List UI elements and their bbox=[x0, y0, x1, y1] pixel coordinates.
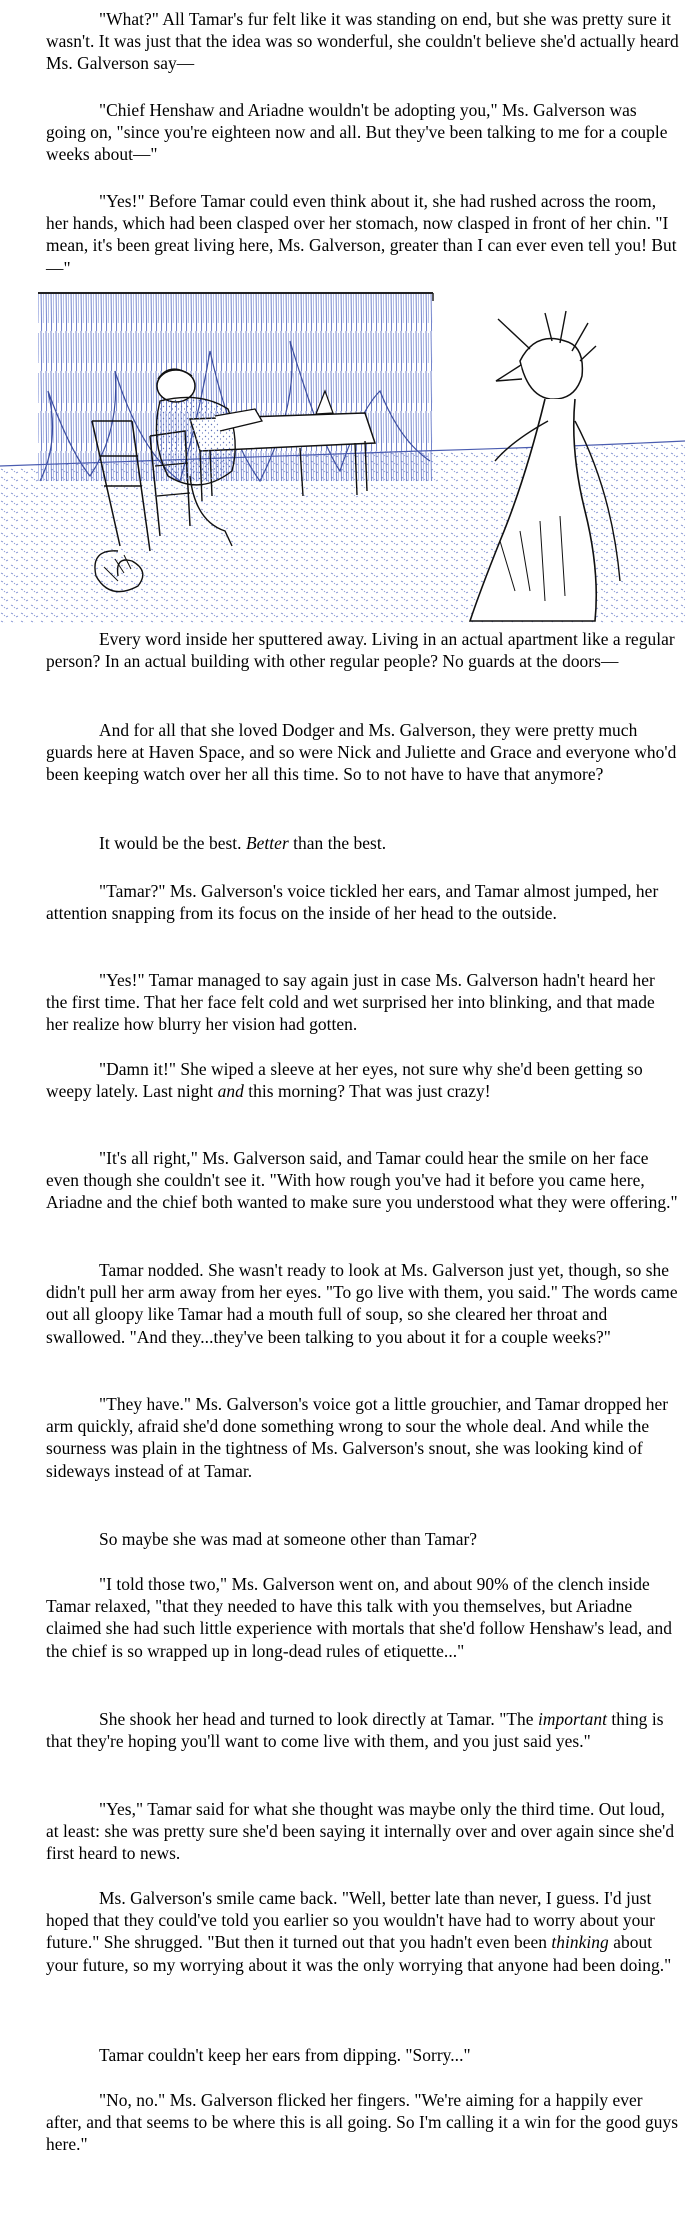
paragraph bbox=[0, 190, 685, 279]
paragraph-text: "Yes!" Before Tamar could even think about it, she had rushed across the room, her hands, which had been clasped over her stomach, now clasped in front of her chin. "I mean, it's been great living here, Ms. Galverson, greater than I can ever even tell you! But—" bbox=[46, 191, 677, 278]
text-span: She shook her head and turned to look directly at Tamar. "The bbox=[99, 1709, 538, 1729]
paragraph-text: "They have." Ms. Galverson's voice got a little grouchier, and Tamar dropped her arm quickly, afraid she'd done something wrong to sour the whole deal. And while the sourness was plain in the tightness of Ms. Galverson's snout, she was looking kind of sideways instead of at Tamar. bbox=[46, 1394, 669, 1481]
emphasis-text: thinking bbox=[551, 1932, 609, 1953]
paragraph-text: So maybe she was mad at someone other than Tamar? bbox=[99, 1529, 478, 1549]
paragraph bbox=[0, 1147, 685, 1214]
paragraph-text: "Tamar?" Ms. Galverson's voice tickled her ears, and Tamar almost jumped, her attention snapping from its focus on the inside of her head to the outside. bbox=[46, 881, 659, 924]
paragraph bbox=[0, 628, 685, 672]
text-span: It would be the best. bbox=[99, 833, 246, 853]
paragraph bbox=[0, 719, 685, 786]
paragraph-text bbox=[0, 832, 685, 854]
paragraph-text: Tamar nodded. She wasn't ready to look at Ms. Galverson just yet, though, so she didn't pull her arm away from her eyes. "To go live with them, you said." The words came out all gloopy like Tamar had a mouth full of soup, so she cleared her throat and swallowed. "And they...they've been talking to you about it for a couple weeks?" bbox=[46, 1260, 678, 1347]
paragraph-text bbox=[0, 1708, 685, 1752]
emphasis-text: Better bbox=[245, 833, 289, 853]
story-illustration bbox=[0, 291, 685, 623]
paragraph bbox=[0, 880, 685, 924]
text-span: than the best. bbox=[288, 833, 387, 853]
paragraph bbox=[0, 2044, 685, 2066]
paragraph-text: "What?" All Tamar's fur felt like it was standing on end, but she was pretty sure it wasn't. It was just that the idea was so wonderful, she couldn't believe she'd actually heard Ms. Galverson say— bbox=[46, 9, 679, 74]
paragraph-text: Every word inside her sputtered away. Living in an actual apartment like a regular person? In an actual building with other regular people? No guards at the doors— bbox=[46, 629, 675, 672]
paragraph-text: "No, no." Ms. Galverson flicked her fingers. "We're aiming for a happily ever after, and that seems to be where this is all going. So I'm calling it a win for the good guys here." bbox=[46, 2090, 679, 2155]
paragraph bbox=[0, 1058, 685, 1102]
emphasis-text: and bbox=[217, 1081, 244, 1102]
paragraph bbox=[0, 1259, 685, 1348]
paragraph bbox=[0, 1798, 685, 1865]
emphasis-text: important bbox=[537, 1709, 608, 1729]
text-span: thing is that they're hoping you'll want to come live with them, and you just said yes." bbox=[46, 1709, 664, 1752]
text-span: about your future, so my worrying about it was the only worrying that anyone had been doing." bbox=[46, 1932, 672, 1975]
paragraph-text: "I told those two," Ms. Galverson went on, and about 90% of the clench inside Tamar relaxed, "that they needed to have this talk with you themselves, but Ariadne claimed she had such little experience with mortals that she'd follow Henshaw's lead, and the chief is so wrapped up in long-dead rules of etiquette..." bbox=[46, 1574, 672, 1661]
paragraph-text bbox=[0, 1887, 685, 1976]
paragraph-text: "Chief Henshaw and Ariadne wouldn't be adopting you," Ms. Galverson was going on, "since you're eighteen now and all. But they've been talking to me for a couple weeks about—" bbox=[46, 100, 668, 165]
text-span: this morning? That was just crazy! bbox=[243, 1081, 491, 1102]
paragraph bbox=[0, 1887, 685, 1976]
paragraph bbox=[0, 969, 685, 1036]
paragraph bbox=[0, 832, 685, 854]
text-span: "Damn it!" She wiped a sleeve at her eyes, not sure why she'd been getting so weepy lately. Last night bbox=[46, 1059, 643, 1102]
paragraph-text: And for all that she loved Dodger and Ms. Galverson, they were pretty much guards here at Haven Space, and so were Nick and Juliette and Grace and everyone who'd been keeping watch over her all this time. So to not have to have that anymore? bbox=[46, 720, 677, 785]
paragraph bbox=[0, 2089, 685, 2156]
text-span: Ms. Galverson's smile came back. "Well, better late than never, I guess. I'd just hoped that they could've told you earlier so you wouldn't have had to worry about your future." She shrugged. "But then it turned out that you hadn't even been bbox=[46, 1888, 655, 1953]
paragraph-text: "It's all right," Ms. Galverson said, and Tamar could hear the smile on her face even though she couldn't see it. "With how rough you've had it before you came here, Ariadne and the chief both wanted to make sure you understood what they were offering." bbox=[46, 1148, 678, 1213]
paragraph bbox=[0, 8, 685, 75]
paragraph-text: Tamar couldn't keep her ears from dipping. "Sorry..." bbox=[99, 2045, 471, 2065]
paragraph-text bbox=[0, 1058, 685, 1102]
paragraph bbox=[0, 1393, 685, 1482]
paragraph-text: "Yes!" Tamar managed to say again just in case Ms. Galverson hadn't heard her the first time. That her face felt cold and wet surprised her into blinking, and that made her realize how blurry her vision had gotten. bbox=[46, 970, 655, 1035]
paragraph bbox=[0, 1528, 685, 1550]
paragraph-text: "Yes," Tamar said for what she thought was maybe only the third time. Out loud, at least: she was pretty sure she'd been saying it internally over and over again since she'd first heard to news. bbox=[46, 1799, 675, 1864]
paragraph bbox=[0, 1573, 685, 1662]
paragraph bbox=[0, 99, 685, 166]
paragraph bbox=[0, 1708, 685, 1752]
